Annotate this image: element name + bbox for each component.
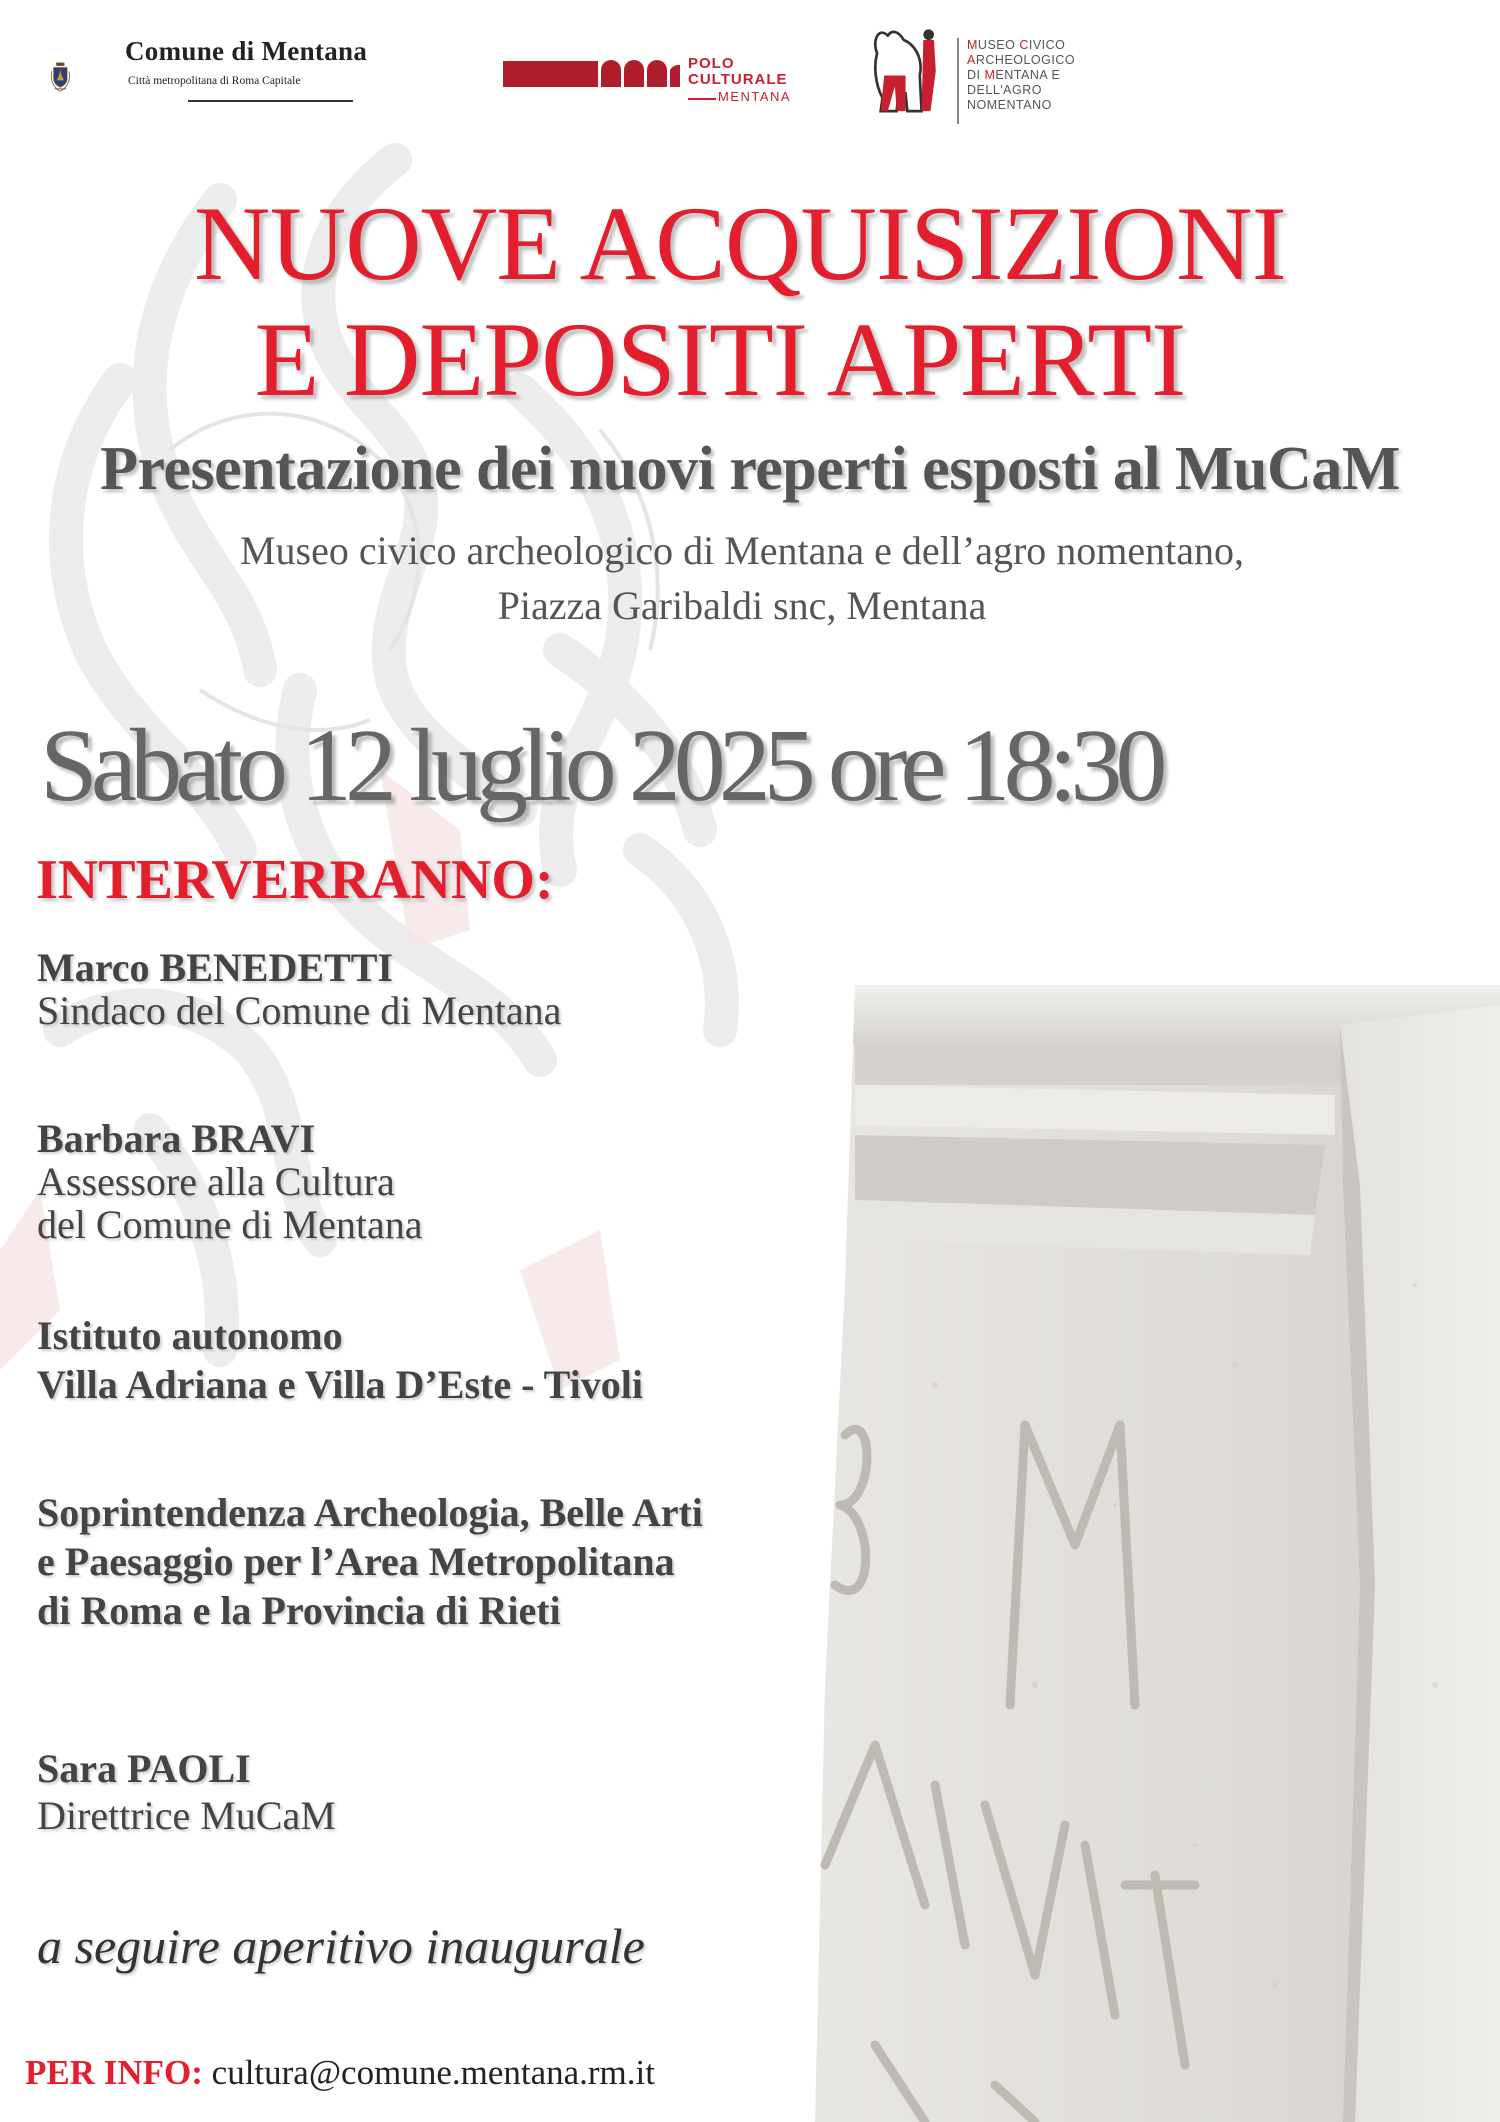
speakers-heading: INTERVERRANNO: — [36, 849, 554, 911]
comune-subtitle: Città metropolitana di Roma Capitale — [128, 75, 301, 87]
event-title-line2: E DEPOSITI APERTI — [254, 301, 1186, 418]
speaker-name-line2: Villa Adriana e Villa D’Este - Tivoli — [37, 1362, 643, 1407]
comune-divider — [188, 100, 353, 102]
speaker-name: Soprintendenza Archeologia, Belle Arti — [37, 1490, 703, 1535]
closing-note: a seguire aperitivo inaugurale — [37, 1918, 645, 1974]
speaker-role-line2: del Comune di Mentana — [37, 1202, 423, 1247]
comune-title: Comune di Mentana — [125, 36, 368, 66]
speaker-4 — [37, 1488, 703, 1635]
contact-info — [25, 2053, 655, 2093]
museo-line-5: NOMENTANO — [967, 98, 1052, 112]
venue-line2: Piazza Garibaldi snc, Mentana — [497, 583, 987, 628]
museo-line-4: DELL'AGRO — [967, 83, 1042, 97]
polo-label-line2: CULTURALE — [688, 71, 788, 88]
speaker-role: Assessore alla Cultura — [37, 1159, 395, 1204]
museo-horse-logo-icon — [870, 22, 950, 122]
speaker-name: Barbara BRAVI — [37, 1116, 316, 1161]
museo-line-1: MUSEO CIVICO — [967, 38, 1066, 52]
museo-line-3: DI MENTANA E — [967, 68, 1061, 82]
speaker-name: Marco BENEDETTI — [37, 945, 393, 990]
speaker-name: Sara PAOLI — [37, 1746, 251, 1791]
info-email-link[interactable]: cultura@comune.mentana.rm.it — [211, 2053, 655, 2092]
venue-line1: Museo civico archeologico di Mentana e dell’agro nomentano, — [239, 528, 1245, 573]
speaker-name: Istituto autonomo — [37, 1313, 343, 1358]
speaker-2 — [37, 1117, 422, 1246]
event-title-line1: NUOVE ACQUISIZIONI — [194, 185, 1286, 302]
event-date: Sabato 12 luglio 2025 ore 18:30 — [40, 708, 1161, 823]
speaker-1 — [37, 946, 561, 1032]
speaker-role: Sindaco del Comune di Mentana — [37, 988, 562, 1033]
polo-label-line3: MENTANA — [718, 89, 792, 104]
polo-label-line1: POLO — [688, 55, 735, 72]
speaker-5 — [37, 1745, 336, 1839]
speaker-name-line3: di Roma e la Provincia di Rieti — [37, 1588, 561, 1633]
speaker-role: Direttrice MuCaM — [37, 1793, 336, 1838]
speaker-3 — [37, 1311, 643, 1409]
polo-dash — [688, 98, 716, 100]
info-label: PER INFO: — [25, 2053, 203, 2092]
comune-mentana-crest-icon — [50, 10, 140, 145]
museo-divider — [957, 38, 959, 124]
speaker-name-line2: e Paesaggio per l’Area Metropolitana — [37, 1539, 675, 1584]
museo-logo-text — [967, 38, 1075, 113]
event-subtitle: Presentazione dei nuovi reperti esposti al MuCaM — [100, 435, 1400, 503]
stone-altar-photo — [815, 985, 1500, 2122]
museo-line-2: ARCHEOLOGICO — [967, 53, 1076, 67]
